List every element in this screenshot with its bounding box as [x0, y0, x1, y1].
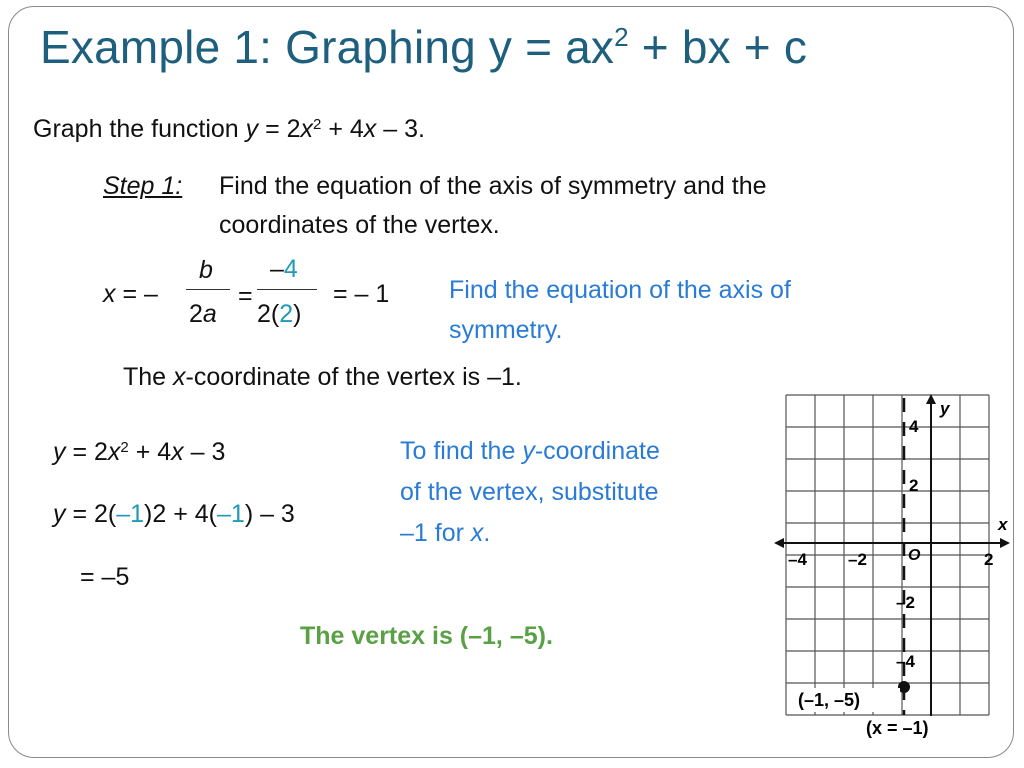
fraction-bar-1: [186, 289, 230, 290]
formula-den-2a: 2a: [189, 300, 217, 328]
x-tick-2: 2: [984, 550, 994, 569]
step1-line2: coordinates of the vertex.: [219, 211, 500, 239]
axis-label-y: y: [940, 399, 950, 418]
calc-line-3: = –5: [80, 563, 130, 591]
axis-label-x: x: [998, 515, 1008, 534]
y-tick-neg4: –4: [896, 652, 915, 671]
x-axis-arrow-right: [1000, 538, 1010, 548]
x-axis-arrow-left: [774, 538, 784, 548]
step1-line1: Find the equation of the axis of symmetry and the: [219, 172, 767, 200]
x-tick-neg4: –4: [788, 550, 807, 569]
axis-of-symmetry-label: (x = –1): [866, 718, 929, 738]
formula-result: = – 1: [333, 280, 390, 308]
x-coordinate-statement: The x-coordinate of the vertex is –1.: [123, 363, 522, 391]
origin-label: O: [908, 547, 921, 564]
axis-note-line2: symmetry.: [449, 316, 563, 344]
coordinate-graph: [770, 390, 1020, 750]
x-tick-neg2: –2: [848, 550, 867, 569]
vertex-result: The vertex is (–1, –5).: [300, 622, 553, 650]
fraction-bar-2: [257, 289, 317, 290]
y-coord-note-line2: of the vertex, substitute: [400, 478, 659, 506]
grid: [786, 395, 989, 715]
y-tick-4: 4: [909, 417, 919, 436]
calc-line-1: $y = 2x^2 + 4x - 3$: [53, 438, 226, 466]
slide-title: Example 1: Graphing $y = ax^2$ + bx + c: [40, 21, 808, 73]
step1-label: Step 1:: [103, 172, 183, 200]
formula-num-4: –4: [270, 255, 298, 283]
axis-note-line1: Find the equation of the axis of: [449, 276, 791, 304]
y-tick-2: 2: [909, 476, 919, 495]
formula-num-b: b: [199, 256, 213, 284]
formula-lhs: x = –: [103, 280, 158, 308]
vertex-label: (–1, –5): [798, 690, 861, 710]
y-tick-neg2: –2: [896, 593, 915, 612]
intro-line: Graph the function $y = 2x^2 + 4x - 3$.: [33, 115, 425, 143]
y-coord-note-line3: –1 for x.: [400, 519, 491, 547]
formula-eq2: =: [238, 282, 253, 310]
y-coord-note-line1: To find the y-coordinate: [400, 437, 660, 465]
calc-line-2: y = 2(–1)2 + 4(–1) – 3: [53, 500, 295, 528]
formula-den-2-2: 2(2): [257, 300, 302, 328]
